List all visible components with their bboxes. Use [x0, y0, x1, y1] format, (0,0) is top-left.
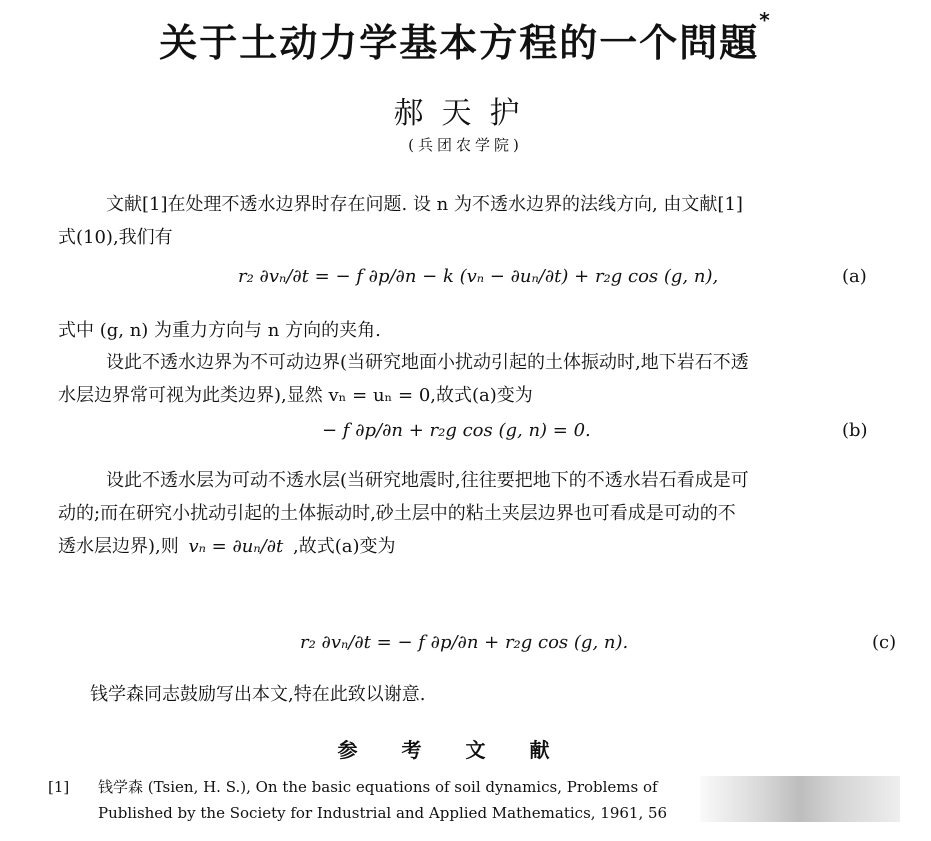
- author-name: 郝天护: [393, 96, 538, 131]
- paragraph-4-line-3-suffix: ,故式(a)变为: [293, 536, 396, 557]
- author-affiliation: (兵团农学院): [408, 136, 523, 154]
- paragraph-3-line-2: 水层边界常可视为此类边界),显然 vₙ = uₙ = 0,故式(a)变为: [58, 385, 533, 406]
- paragraph-1-line-2: 式(10),我们有: [58, 227, 173, 248]
- equation-c: r₂ ∂vₙ/∂t = − f ∂p/∂n + r₂g cos (g, n).: [300, 632, 629, 653]
- title-footnote-mark: *: [759, 8, 772, 32]
- acknowledgement: 钱学森同志鼓励写出本文,特在此致以谢意.: [90, 684, 426, 705]
- watermark-blur: [700, 776, 900, 822]
- equation-b-number: (b): [842, 420, 868, 441]
- paragraph-3-line-1: 设此不透水边界为不可动边界(当研究地面小扰动引起的土体振动时,地下岩石不透: [106, 352, 749, 373]
- reference-1-line-2: Published by the Society for Industrial and Applied Mathematics, 1961, 56: [98, 804, 668, 822]
- equation-b: − f ∂p/∂n + r₂g cos (g, n) = 0.: [322, 420, 591, 441]
- reference-1-text-1: 钱学森 (Tsien, H. S.), On the basic equations of soil dynamics, Problems of: [98, 778, 658, 796]
- equation-c-number: (c): [872, 632, 897, 653]
- references-heading: 参考文献: [337, 738, 594, 762]
- paragraph-2: 式中 (g, n) 为重力方向与 n 方向的夹角.: [58, 320, 381, 341]
- paragraph-4-line-2: 动的;而在研究小扰动引起的土体振动时,砂土层中的粘土夹层边界也可看成是可动的不: [58, 503, 736, 524]
- inline-equation: vₙ = ∂uₙ/∂t: [188, 536, 284, 557]
- paragraph-1-line-1: 文献[1]在处理不透水边界时存在问题. 设 n 为不透水边界的法线方向, 由文献[1]: [106, 194, 743, 215]
- paragraph-4: [58, 464, 888, 563]
- equation-a: r₂ ∂vₙ/∂t = − f ∂p/∂n − k (vₙ − ∂uₙ/∂t) + r₂g cos (g, n),: [238, 266, 719, 287]
- paper-title: [0, 8, 931, 67]
- paragraph-3: [58, 346, 888, 412]
- paragraph-5: [58, 678, 888, 711]
- paragraph-1: [58, 188, 888, 254]
- paragraph-4-line-3: [58, 530, 888, 563]
- paragraph-4-line-3-prefix: 透水层边界),则: [58, 536, 179, 557]
- reference-1-label: [1]: [48, 778, 70, 796]
- equation-a-number: (a): [842, 266, 867, 287]
- paragraph-4-line-1: 设此不透水层为可动不透水层(当研究地震时,往往要把地下的不透水岩石看成是可: [106, 470, 749, 491]
- title-text: 关于土动力学基本方程的一个問題: [159, 21, 760, 65]
